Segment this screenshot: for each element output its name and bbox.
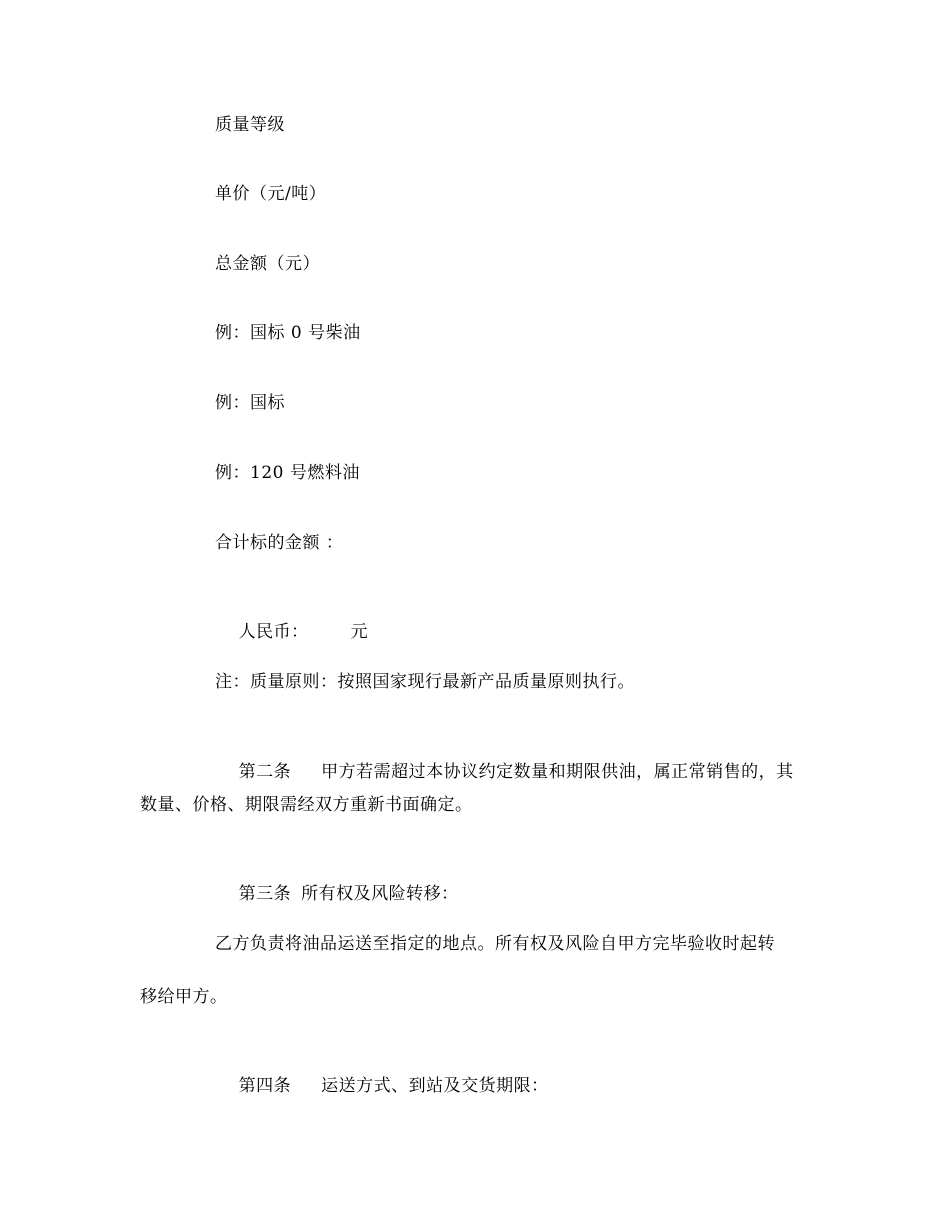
article-two-continuation: 数量、价格、期限需经双方重新书面确定。 <box>140 795 473 815</box>
article-two-number: 第二条 <box>238 762 292 782</box>
quality-grade-line: 质量等级 <box>215 115 285 135</box>
article-four-number: 第四条 <box>238 1076 292 1096</box>
rmb-unit: 元 <box>350 622 369 642</box>
ownership-risk-continuation: 移给甲方。 <box>140 987 228 1007</box>
unit-price-line: 单价（元/吨） <box>215 184 327 204</box>
total-amount-line: 总金额（元） <box>215 254 320 274</box>
article-three-line <box>215 864 459 924</box>
subtotal-amount-line: 合计标的金额 ： <box>215 533 344 553</box>
example-fuel-oil-line: 例：120 号燃料油 <box>215 463 360 483</box>
article-four-text: 运送方式、到站及交货期限： <box>321 1076 549 1096</box>
article-two-line <box>215 742 794 802</box>
example-diesel-line: 例：国标 0 号柴油 <box>215 323 361 343</box>
article-two-text: 甲方若需超过本协议约定数量和期限供油，属正常销售的，其 <box>321 762 794 782</box>
article-three-text: 所有权及风险转移： <box>301 884 459 904</box>
example-standard-line: 例：国标 <box>215 393 285 413</box>
ownership-risk-line: 乙方负责将油品运送至指定的地点。所有权及风险自甲方完毕验收时起转 <box>215 934 775 954</box>
rmb-line <box>215 602 368 662</box>
article-four-line <box>215 1056 549 1116</box>
rmb-label: 人民币： <box>238 622 309 642</box>
article-three-number: 第三条 <box>238 884 292 904</box>
quality-note-line: 注：质量原则：按照国家现行最新产品质量原则执行。 <box>215 672 635 692</box>
